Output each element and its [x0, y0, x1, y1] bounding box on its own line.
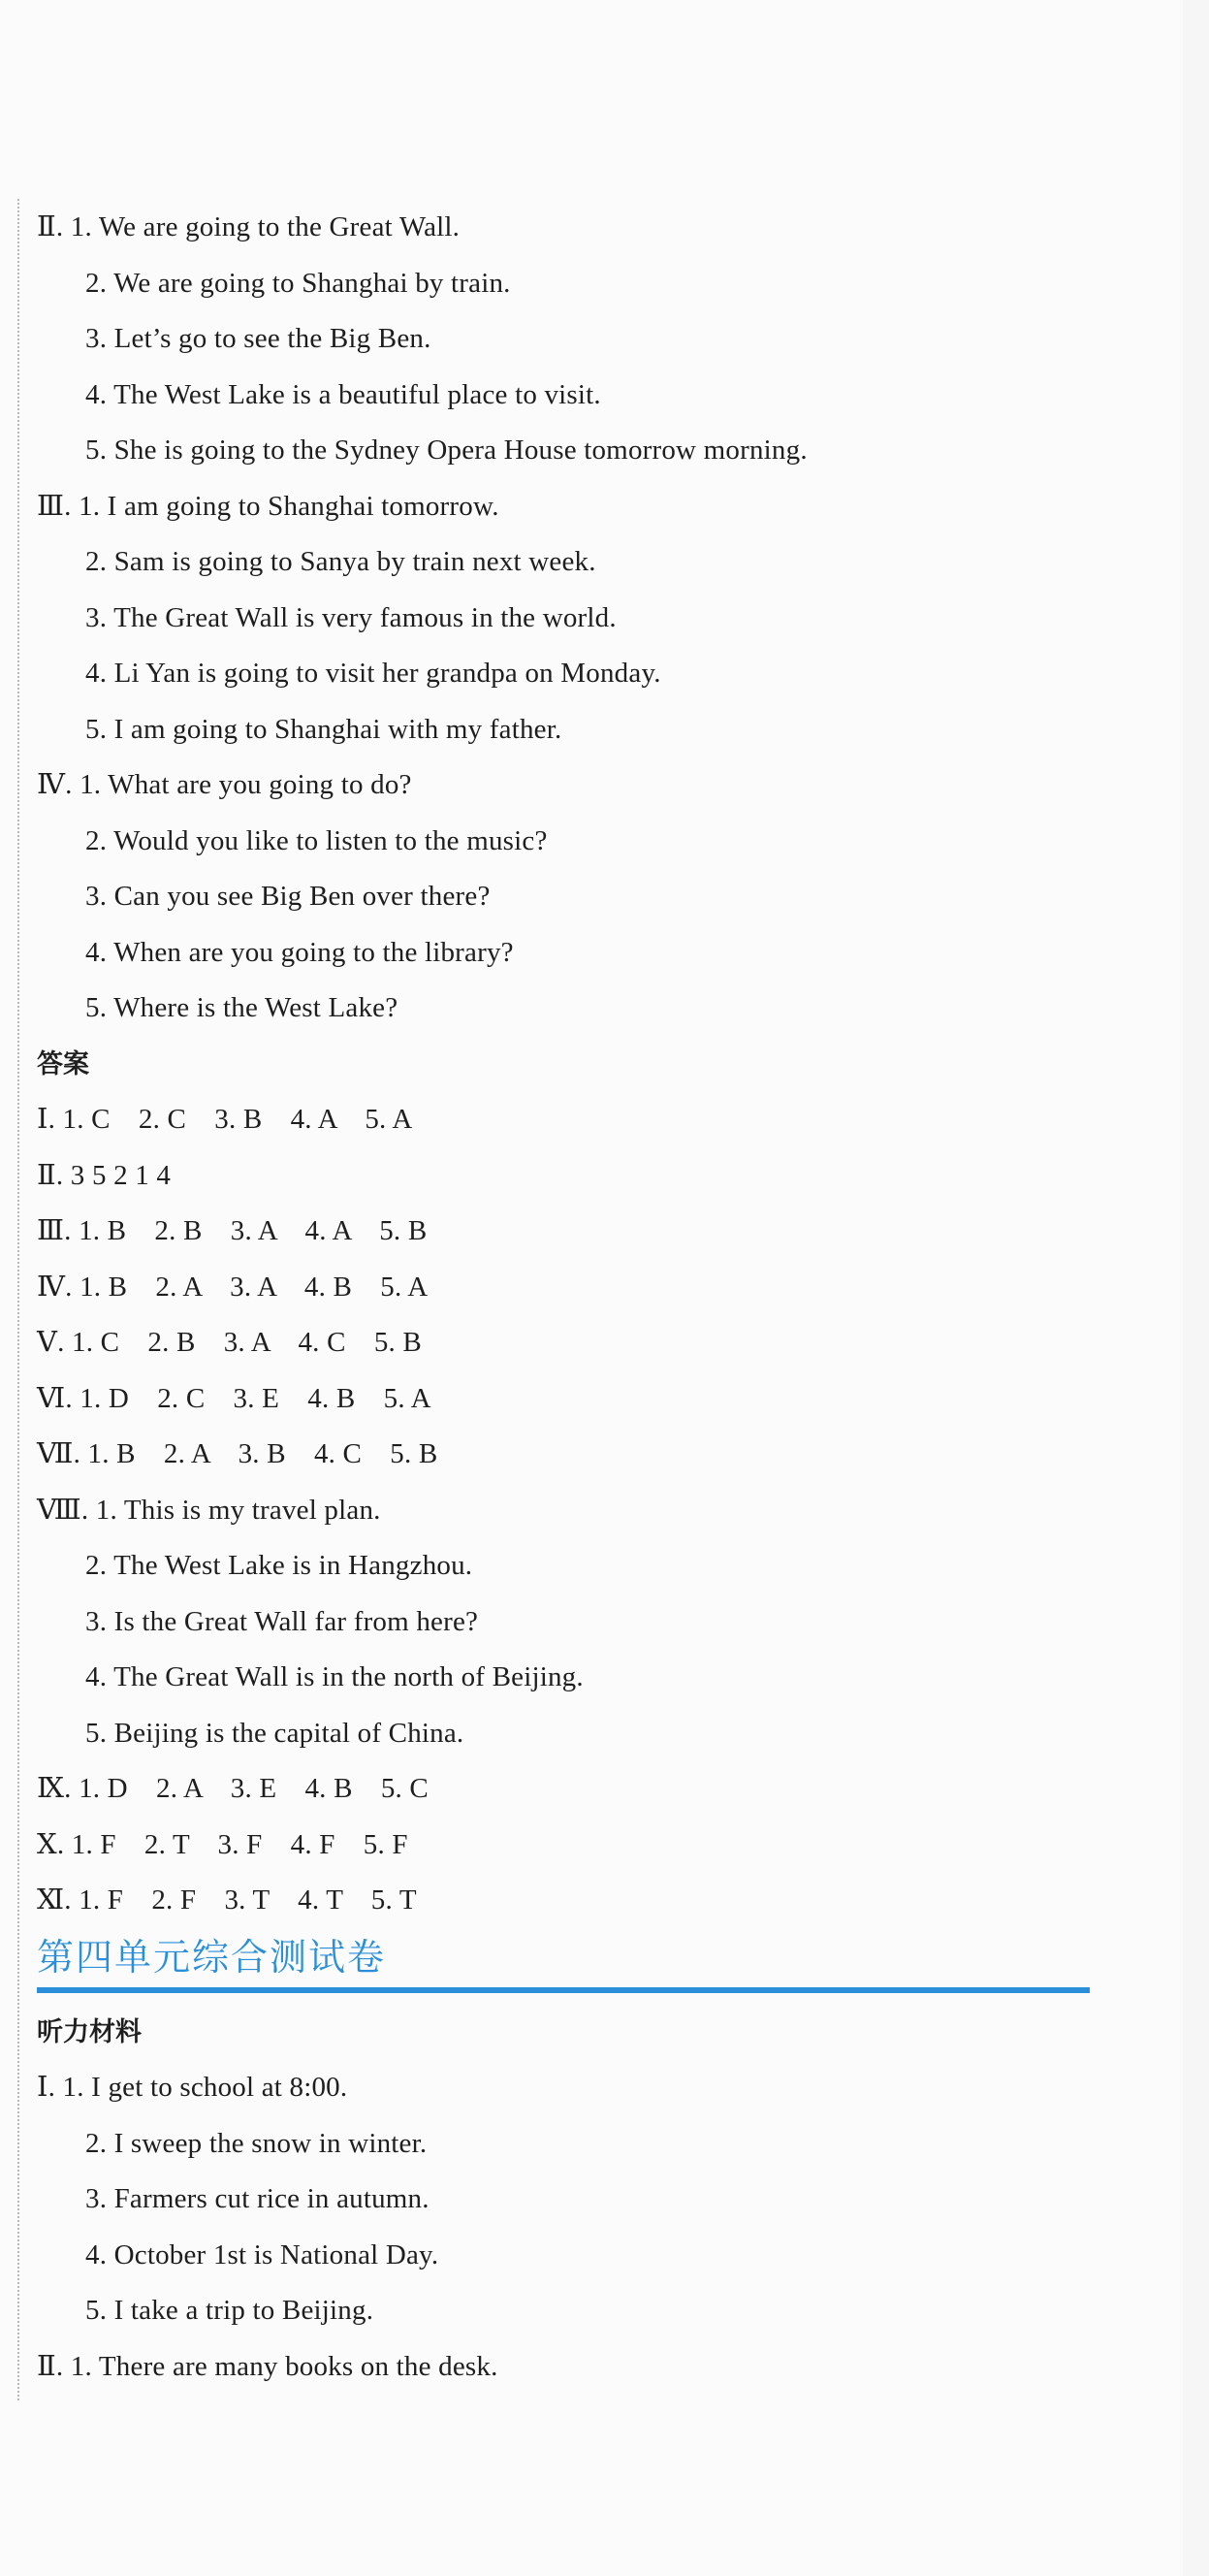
- unit4-section2-line-1: Ⅱ. 1. There are many books on the desk.: [37, 2350, 498, 2382]
- answer-section8-line-4: 4. The Great Wall is in the north of Beijing.: [85, 1661, 584, 1692]
- section4-line-4: 4. When are you going to the library?: [85, 936, 514, 968]
- answer-section8-line-3: 3. Is the Great Wall far from here?: [85, 1605, 479, 1637]
- section3-line-4: 4. Li Yan is going to visit her grandpa on Monday.: [85, 658, 661, 689]
- section3-line-3: 3. The Great Wall is very famous in the world.: [85, 601, 617, 633]
- section2-line-2: 2. We are going to Shanghai by train.: [85, 267, 511, 299]
- section2-line-1: Ⅱ. 1. We are going to the Great Wall.: [37, 211, 461, 242]
- answer-row-7: Ⅶ. 1. B 2. A 3. B 4. C 5. B: [37, 1438, 438, 1469]
- answer-row-5: Ⅴ. 1. C 2. B 3. A 4. C 5. B: [37, 1327, 422, 1358]
- unit4-section1-line-2: 2. I sweep the snow in winter.: [85, 2127, 428, 2159]
- answers-heading: 答案: [37, 1048, 89, 1079]
- answer-row-6: Ⅵ. 1. D 2. C 3. E 4. B 5. A: [37, 1382, 431, 1414]
- section3-line-5: 5. I am going to Shanghai with my father.: [85, 713, 562, 745]
- answer-row-1: Ⅰ. 1. C 2. C 3. B 4. A 5. A: [37, 1104, 413, 1135]
- answer-row-3: Ⅲ. 1. B 2. B 3. A 4. A 5. B: [37, 1215, 428, 1246]
- unit-title-rule: [37, 1987, 1090, 1993]
- document-content: [37, 200, 1142, 2395]
- binding-margin-line: [17, 199, 19, 2400]
- unit-title: 第四单元综合测试卷: [37, 1935, 387, 1979]
- section3-line-1: Ⅲ. 1. I am going to Shanghai tomorrow.: [37, 490, 499, 522]
- unit4-section1-line-5: 5. I take a trip to Beijing.: [85, 2295, 374, 2326]
- unit-title-block: [37, 1931, 1142, 2005]
- answer-row-9: Ⅸ. 1. D 2. A 3. E 4. B 5. C: [37, 1773, 429, 1804]
- answer-section8-line-1: Ⅷ. 1. This is my travel plan.: [37, 1494, 381, 1526]
- section4-line-5: 5. Where is the West Lake?: [85, 992, 398, 1023]
- answer-section8-line-2: 2. The West Lake is in Hangzhou.: [85, 1550, 473, 1581]
- section3-line-2: 2. Sam is going to Sanya by train next week.: [85, 546, 596, 577]
- section2-line-3: 3. Let’s go to see the Big Ben.: [85, 323, 431, 354]
- section2-line-4: 4. The West Lake is a beautiful place to visit.: [85, 378, 601, 410]
- answer-row-11: Ⅺ. 1. F 2. F 3. T 4. T 5. T: [37, 1884, 417, 1916]
- section4-line-3: 3. Can you see Big Ben over there?: [85, 881, 491, 912]
- section4-line-1: Ⅳ. 1. What are you going to do?: [37, 769, 412, 800]
- section2-line-5: 5. She is going to the Sydney Opera House tomorrow morning.: [85, 435, 808, 466]
- answer-row-10: Ⅹ. 1. F 2. T 3. F 4. F 5. F: [37, 1828, 408, 1860]
- answer-section8-line-5: 5. Beijing is the capital of China.: [85, 1717, 464, 1749]
- answer-row-2: Ⅱ. 3 5 2 1 4: [37, 1159, 172, 1191]
- answer-row-4: Ⅳ. 1. B 2. A 3. A 4. B 5. A: [37, 1271, 429, 1303]
- unit4-section1-line-3: 3. Farmers cut rice in autumn.: [85, 2183, 430, 2214]
- unit4-section1-line-1: Ⅰ. 1. I get to school at 8:00.: [37, 2072, 348, 2103]
- unit4-section1-line-4: 4. October 1st is National Day.: [85, 2238, 439, 2270]
- listening-heading: 听力材料: [37, 2016, 142, 2047]
- section4-line-2: 2. Would you like to listen to the music?: [85, 824, 548, 856]
